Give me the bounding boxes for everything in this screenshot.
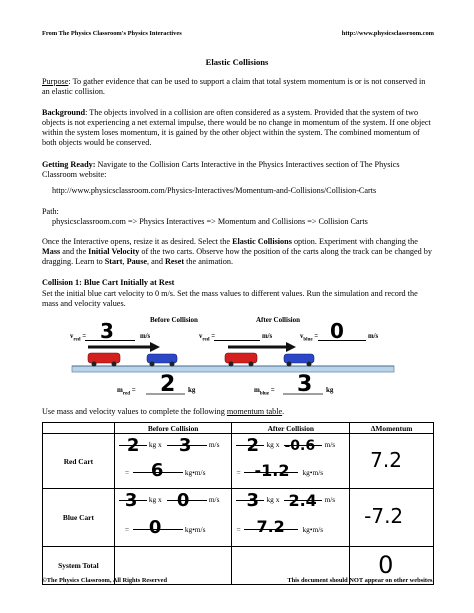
table-row-blue	[43, 489, 434, 547]
red-delta-value: 7.2	[370, 448, 402, 472]
blue-after-mass: 3	[246, 490, 259, 511]
red-after-mass: 2	[246, 435, 259, 456]
blue-before-ms: m/s	[208, 495, 220, 504]
footer-copyright: ©The Physics Classroom, All Rights Reserved	[42, 577, 168, 584]
table-row-red	[43, 434, 434, 489]
red-before-eq: =	[124, 468, 129, 477]
interactive-url[interactable]: http://www.physicsclassroom.com/Physics-Interactives/Momentum-and-Collisions/Collision-Carts	[52, 186, 377, 195]
red-after-momentum: -1.2	[254, 461, 290, 480]
instr-elastic: Elastic Collisions	[232, 237, 292, 246]
mblue-label: $m_{blue}$ =	[254, 386, 275, 397]
blue-after-kgx: kg x	[266, 495, 280, 504]
header-before: Before Collision	[114, 423, 232, 434]
blue-before-momentum: 0	[148, 517, 162, 538]
instr-text-1: Once the Interactive opens, resize it as desired. Select the	[42, 237, 233, 246]
instr-text-6: , and	[147, 257, 166, 267]
getting-ready-label: Getting Ready:	[42, 160, 96, 169]
instr-velocity: Initial Velocity	[88, 247, 140, 257]
track	[72, 366, 394, 372]
red-cart-before	[88, 353, 120, 367]
instr-text-2: option. Experiment with changing the	[291, 237, 418, 246]
getting-ready-text: Navigate to the Collision Carts Interactive in the Physics Interactives section of The Physics Classroom website:	[42, 160, 400, 180]
blue-before-eq: =	[124, 525, 129, 534]
after-collision-label: After Collision	[256, 316, 301, 324]
red-after-kgx: kg x	[266, 440, 280, 449]
red-after-eq: =	[236, 468, 241, 477]
red-before-unit: kg•m/s	[184, 468, 206, 477]
blue-after-eq: =	[236, 525, 241, 534]
red-before-momentum: 6	[150, 460, 164, 481]
blue-cart-after	[284, 354, 314, 367]
blue-before-kgx: kg x	[148, 495, 162, 504]
instr-pause: Pause	[126, 257, 148, 267]
red-after-ms: m/s	[324, 440, 336, 449]
vred-after-label: $v_{red}$ =	[199, 333, 216, 343]
red-delta-cell	[350, 434, 434, 489]
blue-after-velocity: 2.4	[288, 491, 317, 510]
red-after-velocity: -0.6	[284, 438, 316, 454]
red-after-cell	[232, 434, 350, 489]
blue-delta-value: -7.2	[364, 504, 404, 528]
vblue-after-unit: m/s	[368, 333, 379, 340]
instr-reset: Reset	[165, 257, 185, 267]
path-label: Path:	[42, 207, 59, 216]
collision1-heading: Collision 1: Blue Cart Initially at Rest	[42, 278, 175, 287]
collision1-text: Set the initial blue cart velocity to 0 m/s. Set the mass values to different values. Run the simulation and record the mass and velocity values.	[42, 289, 418, 309]
instr-text-4: of the two carts. Observe how the position of the carts along the track can be changed by dragging. Learn to	[42, 247, 432, 267]
mred-label: $m_{red}$ =	[117, 386, 136, 397]
table-intro	[42, 407, 434, 417]
arrow-after	[228, 342, 296, 352]
vblue-after-label: $v_{blue}$ =	[300, 333, 319, 343]
table-corner	[43, 423, 115, 434]
blue-before-velocity: 0	[176, 490, 190, 511]
blue-before-mass: 3	[124, 490, 138, 511]
red-before-kgx: kg x	[148, 440, 162, 449]
blue-cart-before	[147, 354, 177, 367]
blue-before-unit: kg•m/s	[184, 525, 206, 534]
path-text: physicsclassroom.com => Physics Interactives => Momentum and Collisions => Collision Carts	[52, 217, 368, 226]
instr-text-5: ,	[122, 257, 127, 267]
instr-mass: Mass	[42, 247, 61, 257]
red-before-ms: m/s	[208, 440, 220, 449]
momentum-table-link: momentum table	[226, 407, 283, 416]
blue-before-cell	[114, 489, 232, 547]
blue-delta-cell	[350, 489, 434, 547]
row-label-blue: Blue Cart	[43, 489, 115, 547]
mred-unit: kg	[188, 386, 196, 394]
blue-after-momentum: 7.2	[256, 517, 285, 536]
footer-notice: This document should NOT appear on other websites.	[287, 577, 434, 584]
table-intro-period: .	[282, 407, 285, 416]
system-delta-value: 0	[378, 551, 394, 579]
red-after-unit: kg•m/s	[302, 468, 324, 477]
mblue-value: 3	[297, 372, 313, 397]
mblue-unit: kg	[326, 386, 334, 394]
vred-before-value: 3	[100, 319, 114, 343]
before-collision-label: Before Collision	[150, 316, 198, 324]
background-label: Background	[42, 108, 86, 117]
blue-after-unit: kg•m/s	[302, 525, 324, 534]
header-after: After Collision	[232, 423, 350, 434]
mred-value: 2	[160, 372, 176, 397]
blue-after-ms: m/s	[324, 495, 336, 504]
momentum-table	[42, 422, 434, 585]
red-before-cell	[114, 434, 232, 489]
purpose-label: Purpose	[42, 77, 69, 86]
red-before-mass: 2	[126, 435, 140, 456]
header-source: From The Physics Classroom's Physics Interactives	[42, 30, 182, 37]
row-label-system: System Total	[43, 547, 115, 585]
background-text: : The objects involved in a collision are often considered as a system. Provided that the system of two objects is not experiencing a net external impulse, there would be no change in momentum of the system. If one object within the system loses momentum, it is gained by the other object within the system. The combined momentum of both objects would be conserved.	[42, 108, 431, 148]
vred-before-label: $v_{red}$ =	[70, 333, 87, 343]
red-before-velocity: 3	[178, 435, 192, 456]
header-delta: ΔMomentum	[350, 423, 434, 434]
red-cart-after	[225, 353, 257, 367]
vblue-after-value: 0	[330, 319, 344, 343]
instr-text-7: the animation.	[184, 257, 233, 267]
purpose-text: : To gather evidence that can be used to support a claim that total system momentum is or is not conserved in an elastic collision.	[42, 77, 426, 97]
vred-before-unit: m/s	[140, 333, 151, 340]
instr-text-3: and the	[60, 247, 89, 257]
instr-start: Start	[104, 257, 123, 267]
arrow-before	[88, 342, 160, 352]
vred-after-unit: m/s	[262, 333, 273, 340]
header-url: http://www.physicsclassroom.com	[341, 30, 434, 37]
row-label-red: Red Cart	[43, 434, 115, 489]
page-title: Elastic Collisions	[205, 57, 269, 67]
table-intro-text: Use mass and velocity values to complete the following	[42, 407, 227, 416]
blue-after-cell	[232, 489, 350, 547]
